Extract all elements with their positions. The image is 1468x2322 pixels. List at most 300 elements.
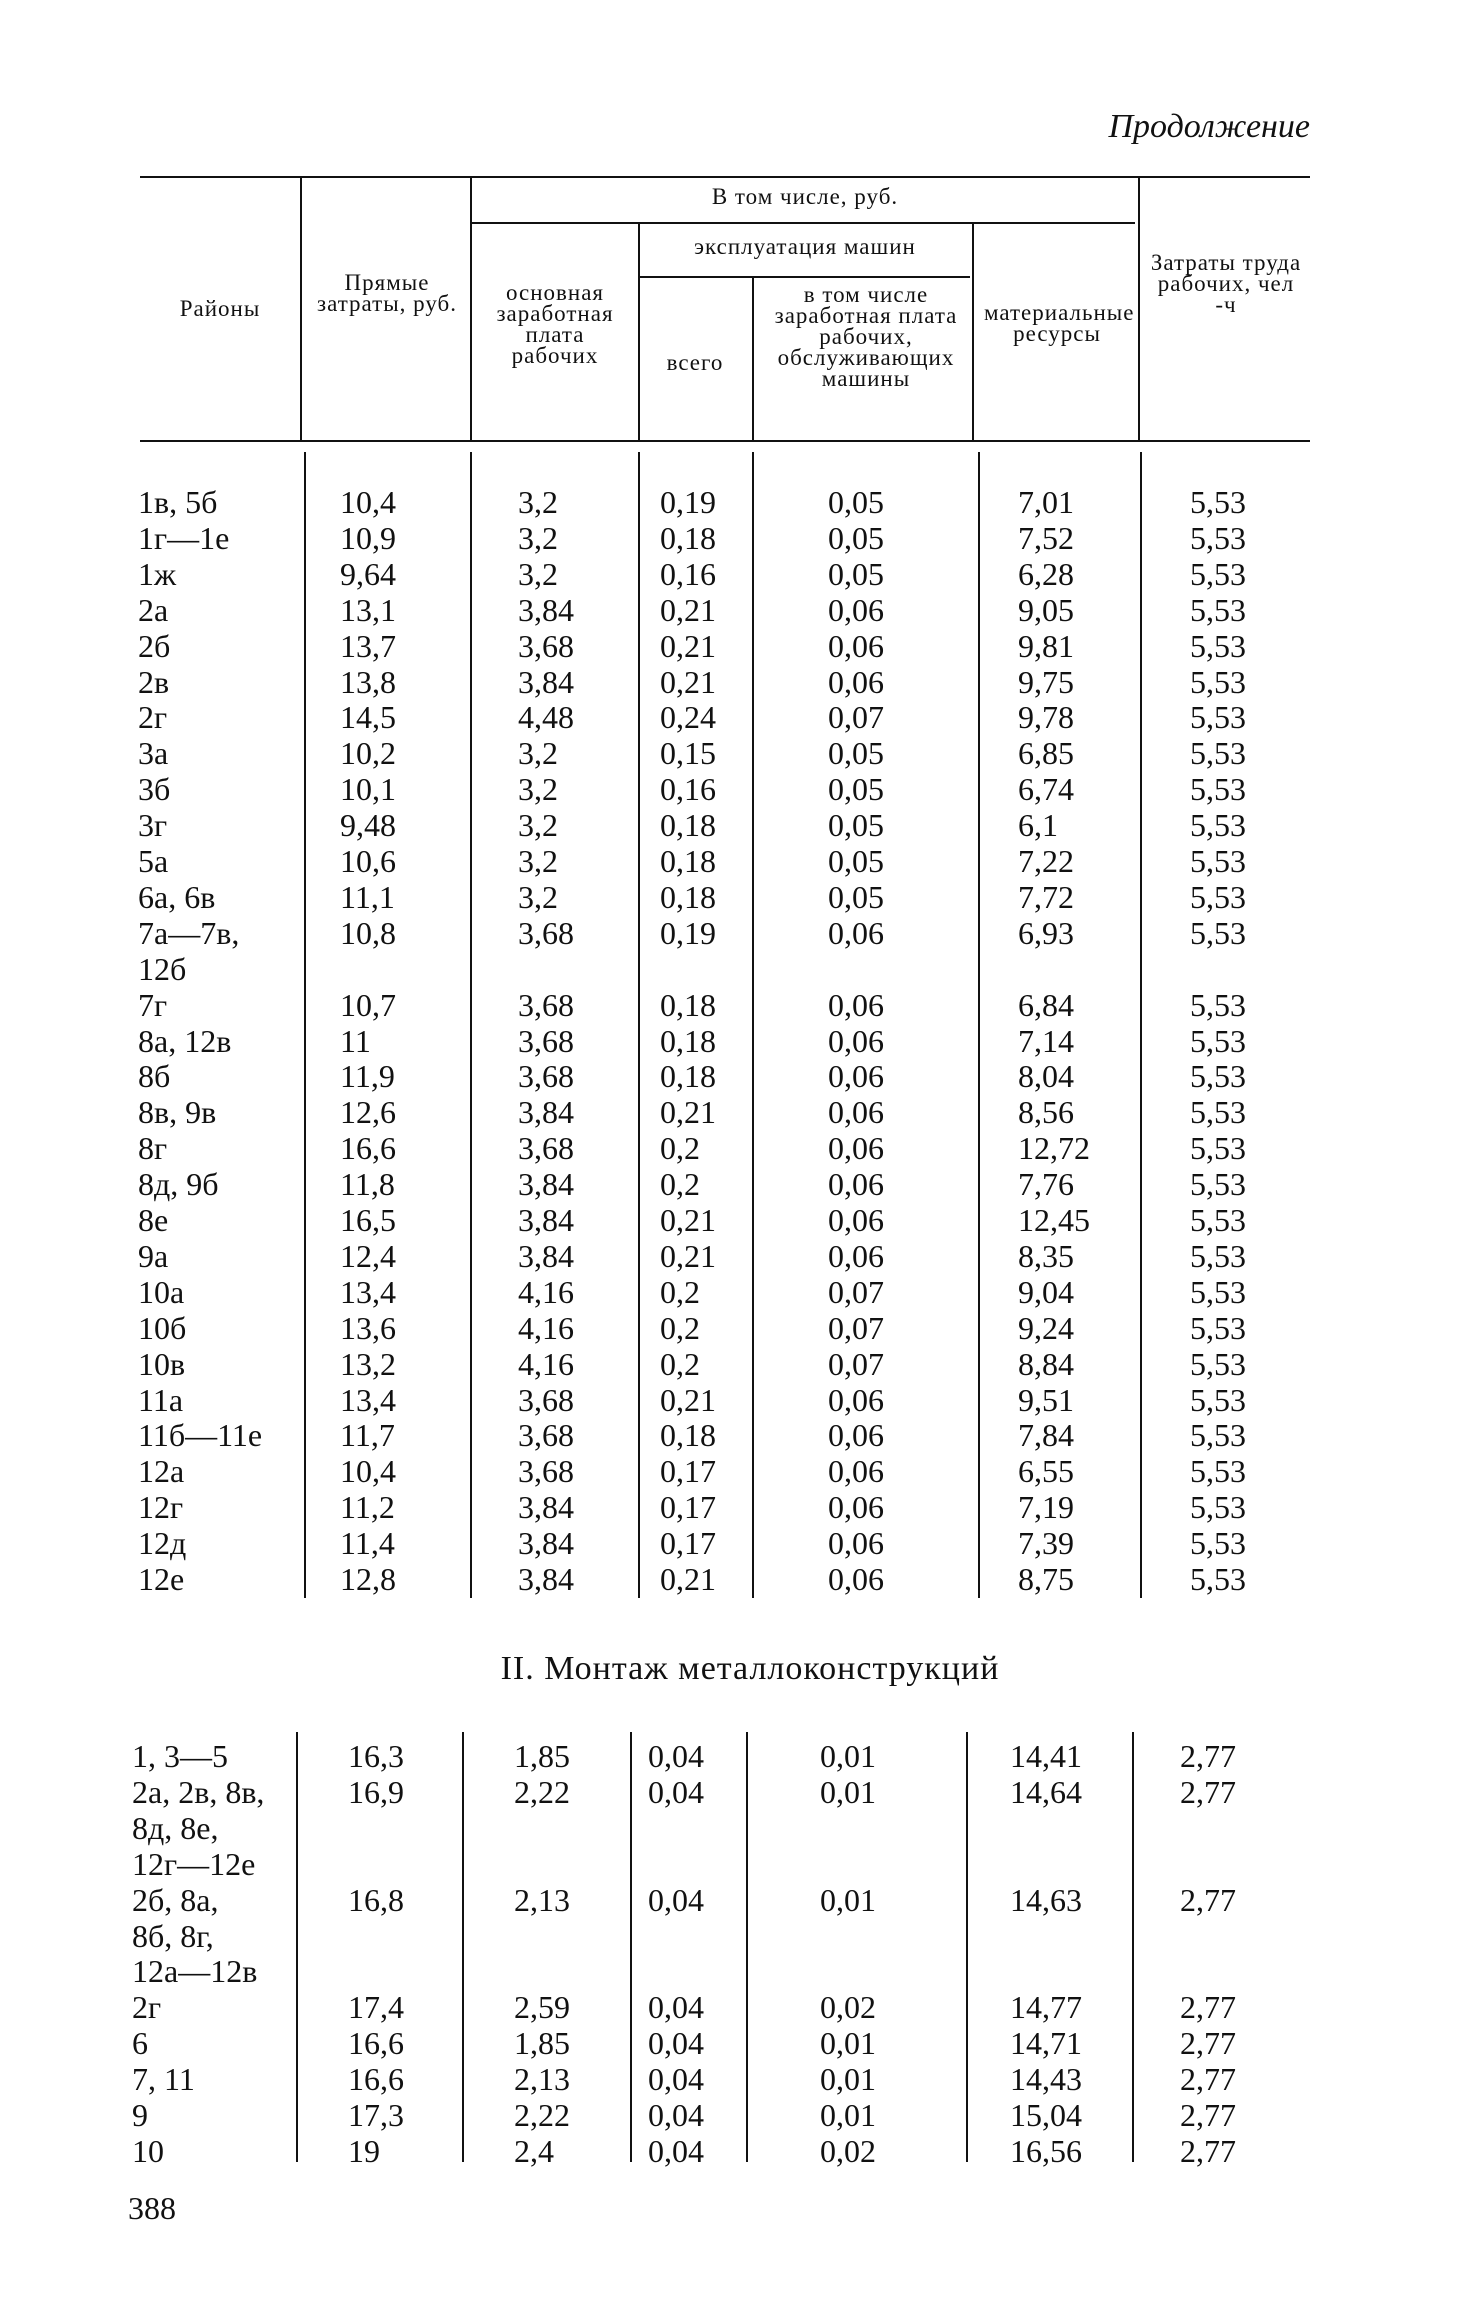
value-cell: 9,51 <box>1018 1381 1074 1418</box>
region-cell: 7г <box>138 986 168 1023</box>
value-cell: 2,77 <box>1180 1738 1236 1774</box>
value-cell: 3,84 <box>518 1237 574 1274</box>
value-cell: 10,8 <box>340 914 396 951</box>
region-cell: 12д <box>138 1525 187 1562</box>
value-cell: 6,74 <box>1018 771 1074 808</box>
table-row <box>0 1417 1468 1453</box>
value-cell: 16,5 <box>340 1202 396 1238</box>
value-cell: 6,93 <box>1018 914 1074 951</box>
value-cell: 0,05 <box>828 807 884 844</box>
region-cell: 9 <box>132 2097 148 2133</box>
value-cell: 0,18 <box>660 1022 716 1059</box>
header-machine-wages: в том числе заработная плата рабочих, обслуживающих машины <box>774 282 958 391</box>
region-cell: 7а—7в, <box>138 914 240 951</box>
table-row <box>0 1561 1468 1597</box>
value-cell: 0,05 <box>828 735 884 772</box>
value-cell: 2,13 <box>514 2061 570 2098</box>
value-cell: 10,4 <box>340 1453 396 1490</box>
value-cell: 13,2 <box>340 1345 396 1382</box>
header-base-wages: основная заработная плата рабочих <box>496 280 614 368</box>
header-divider-3 <box>638 222 640 440</box>
table-row <box>0 1989 1468 2025</box>
value-cell: 0,05 <box>828 484 884 520</box>
value-cell: 3,84 <box>518 1561 574 1597</box>
value-cell: 6,1 <box>1018 807 1058 844</box>
value-cell: 5,53 <box>1190 519 1246 556</box>
header-divider-5 <box>972 222 974 440</box>
region-cell: 2а <box>138 591 169 628</box>
value-cell: 2,77 <box>1180 1881 1236 1918</box>
value-cell: 2,77 <box>1180 1773 1236 1810</box>
value-cell: 12,8 <box>340 1561 396 1597</box>
value-cell: 0,21 <box>660 591 716 628</box>
region-cell: 12г <box>138 1489 184 1526</box>
value-cell: 9,48 <box>340 807 396 844</box>
value-cell: 10,4 <box>340 484 396 520</box>
value-cell: 16,3 <box>348 1738 404 1774</box>
value-cell: 3,68 <box>518 1417 574 1454</box>
value-cell: 12,4 <box>340 1237 396 1274</box>
value-cell: 3,84 <box>518 591 574 628</box>
value-cell: 9,64 <box>340 555 396 592</box>
value-cell: 2,77 <box>1180 2132 1236 2169</box>
value-cell: 0,21 <box>660 1237 716 1274</box>
region-cell: 10а <box>138 1273 185 1310</box>
region-cell: 7, 11 <box>132 2061 195 2098</box>
region-cell: 3а <box>138 735 169 772</box>
value-cell: 0,19 <box>660 914 716 951</box>
value-cell: 10,2 <box>340 735 396 772</box>
value-cell: 5,53 <box>1190 663 1246 700</box>
region-cell: 2а, 2в, 8в, <box>132 1773 265 1810</box>
value-cell: 0,2 <box>660 1309 700 1346</box>
value-cell: 5,53 <box>1190 1058 1246 1095</box>
value-cell: 3,68 <box>518 1381 574 1418</box>
value-cell: 5,53 <box>1190 1237 1246 1274</box>
value-cell: 7,01 <box>1018 484 1074 520</box>
value-cell: 12,6 <box>340 1094 396 1131</box>
table-row <box>0 1846 1468 1882</box>
region-cell: 2б <box>138 627 171 664</box>
page-number: 388 <box>128 2190 176 2226</box>
value-cell: 5,53 <box>1190 1453 1246 1490</box>
region-cell: 1ж <box>138 555 177 592</box>
value-cell: 8,35 <box>1018 1237 1074 1274</box>
region-cell: 12е <box>138 1561 185 1597</box>
table-row <box>0 1058 1468 1094</box>
value-cell: 5,53 <box>1190 1130 1246 1167</box>
value-cell: 5,53 <box>1190 1022 1246 1059</box>
region-cell: 2б, 8а, <box>132 1881 219 1918</box>
value-cell: 5,53 <box>1190 1273 1246 1310</box>
value-cell: 6,84 <box>1018 986 1074 1023</box>
value-cell: 0,06 <box>828 1237 884 1274</box>
value-cell: 14,5 <box>340 699 396 736</box>
region-cell: 8г <box>138 1130 168 1167</box>
value-cell: 2,22 <box>514 2097 570 2133</box>
value-cell: 0,06 <box>828 1417 884 1454</box>
value-cell: 17,4 <box>348 1989 404 2026</box>
value-cell: 13,4 <box>340 1381 396 1418</box>
value-cell: 13,4 <box>340 1273 396 1310</box>
value-cell: 15,04 <box>1010 2097 1082 2133</box>
table-row <box>0 807 1468 843</box>
value-cell: 6,28 <box>1018 555 1074 592</box>
value-cell: 3,84 <box>518 1094 574 1131</box>
region-cell: 11б—11е <box>138 1417 263 1454</box>
table-row <box>0 1094 1468 1130</box>
value-cell: 0,21 <box>660 627 716 664</box>
value-cell: 0,06 <box>828 627 884 664</box>
value-cell: 14,41 <box>1010 1738 1082 1774</box>
region-cell: 8д, 8е, <box>132 1809 219 1846</box>
value-cell: 11,2 <box>340 1489 395 1526</box>
region-cell: 1, 3—5 <box>132 1738 228 1774</box>
value-cell: 0,19 <box>660 484 716 520</box>
region-cell: 5а <box>138 843 169 879</box>
table-row <box>0 1310 1468 1346</box>
value-cell: 9,81 <box>1018 627 1074 664</box>
region-cell: 10в <box>138 1345 186 1382</box>
value-cell: 9,04 <box>1018 1273 1074 1310</box>
value-cell: 0,06 <box>828 663 884 700</box>
value-cell: 4,16 <box>518 1309 574 1346</box>
table-row <box>0 1453 1468 1489</box>
value-cell: 5,53 <box>1190 699 1246 736</box>
table-row <box>0 664 1468 700</box>
header-machine-operation: эксплуатация машин <box>694 234 916 259</box>
value-cell: 0,04 <box>648 1738 704 1774</box>
table-row <box>0 1382 1468 1418</box>
value-cell: 0,06 <box>828 914 884 951</box>
value-cell: 0,2 <box>660 1166 700 1203</box>
table-row <box>0 1238 1468 1274</box>
value-cell: 3,84 <box>518 1489 574 1526</box>
value-cell: 3,2 <box>518 519 558 556</box>
value-cell: 3,2 <box>518 771 558 808</box>
header-including: В том числе, руб. <box>711 184 899 209</box>
value-cell: 16,56 <box>1010 2132 1082 2169</box>
value-cell: 5,53 <box>1190 484 1246 520</box>
value-cell: 5,53 <box>1190 914 1246 951</box>
region-cell: 9а <box>138 1237 169 1274</box>
value-cell: 0,06 <box>828 986 884 1023</box>
including-rule <box>470 222 1135 224</box>
header-total: всего <box>666 350 724 375</box>
value-cell: 5,53 <box>1190 986 1246 1023</box>
value-cell: 0,06 <box>828 1130 884 1167</box>
table-row <box>0 484 1468 520</box>
header-regions: Районы <box>179 296 261 321</box>
table-row <box>0 1738 1468 1774</box>
table-row <box>0 1202 1468 1238</box>
region-cell: 8д, 9б <box>138 1166 219 1203</box>
value-cell: 7,52 <box>1018 519 1074 556</box>
value-cell: 0,06 <box>828 1202 884 1238</box>
region-cell: 3б <box>138 771 171 808</box>
value-cell: 0,18 <box>660 1417 716 1454</box>
value-cell: 0,18 <box>660 878 716 915</box>
table-row <box>0 2025 1468 2061</box>
value-cell: 0,2 <box>660 1130 700 1167</box>
value-cell: 14,43 <box>1010 2061 1082 2098</box>
value-cell: 0,05 <box>828 771 884 808</box>
value-cell: 5,53 <box>1190 1525 1246 1562</box>
table-row <box>0 592 1468 628</box>
value-cell: 13,1 <box>340 591 396 628</box>
value-cell: 0,07 <box>828 699 884 736</box>
table-row <box>0 735 1468 771</box>
region-cell: 11а <box>138 1381 184 1418</box>
region-cell: 12г—12е <box>132 1845 256 1882</box>
value-cell: 5,53 <box>1190 843 1246 879</box>
value-cell: 3,84 <box>518 1166 574 1203</box>
value-cell: 0,04 <box>648 2097 704 2133</box>
region-cell: 1в, 5б <box>138 484 218 520</box>
value-cell: 0,17 <box>660 1489 716 1526</box>
value-cell: 0,04 <box>648 1989 704 2026</box>
header-bottom-rule <box>140 440 1310 442</box>
value-cell: 11,7 <box>340 1417 395 1454</box>
table-row <box>0 1489 1468 1525</box>
section2-title: II. Монтаж металлоконструкций <box>500 1650 1000 1687</box>
value-cell: 0,01 <box>820 1773 876 1810</box>
header-divider-2 <box>470 176 472 440</box>
value-cell: 5,53 <box>1190 1094 1246 1131</box>
value-cell: 4,48 <box>518 699 574 736</box>
value-cell: 0,21 <box>660 1094 716 1131</box>
value-cell: 0,06 <box>828 1489 884 1526</box>
value-cell: 0,2 <box>660 1345 700 1382</box>
value-cell: 0,18 <box>660 807 716 844</box>
value-cell: 5,53 <box>1190 1166 1246 1203</box>
value-cell: 5,53 <box>1190 1381 1246 1418</box>
continuation-label: Продолжение <box>1108 108 1310 145</box>
value-cell: 7,72 <box>1018 878 1074 915</box>
region-cell: 8а, 12в <box>138 1022 232 1059</box>
table-row <box>0 2097 1468 2133</box>
table-row <box>0 1525 1468 1561</box>
value-cell: 3,2 <box>518 735 558 772</box>
table-row <box>0 556 1468 592</box>
value-cell: 0,05 <box>828 519 884 556</box>
value-cell: 2,4 <box>514 2132 554 2169</box>
value-cell: 0,06 <box>828 1022 884 1059</box>
table-row <box>0 1166 1468 1202</box>
value-cell: 0,04 <box>648 1773 704 1810</box>
value-cell: 9,78 <box>1018 699 1074 736</box>
value-cell: 0,07 <box>828 1345 884 1382</box>
region-cell: 12б <box>138 950 187 987</box>
machines-rule <box>638 276 970 278</box>
value-cell: 5,53 <box>1190 735 1246 772</box>
header-top-rule <box>140 176 1310 178</box>
value-cell: 0,06 <box>828 1453 884 1490</box>
value-cell: 0,24 <box>660 699 716 736</box>
value-cell: 0,04 <box>648 1881 704 1918</box>
region-cell: 10 <box>132 2132 164 2169</box>
value-cell: 5,53 <box>1190 555 1246 592</box>
value-cell: 0,18 <box>660 986 716 1023</box>
value-cell: 0,15 <box>660 735 716 772</box>
value-cell: 5,53 <box>1190 1561 1246 1597</box>
value-cell: 0,04 <box>648 2025 704 2062</box>
value-cell: 2,77 <box>1180 2097 1236 2133</box>
value-cell: 16,6 <box>340 1130 396 1167</box>
value-cell: 3,68 <box>518 1022 574 1059</box>
value-cell: 0,06 <box>828 1058 884 1095</box>
value-cell: 0,01 <box>820 2061 876 2098</box>
table-row <box>0 1810 1468 1846</box>
value-cell: 3,84 <box>518 1525 574 1562</box>
value-cell: 13,8 <box>340 663 396 700</box>
value-cell: 0,04 <box>648 2061 704 2098</box>
value-cell: 2,59 <box>514 1989 570 2026</box>
value-cell: 0,06 <box>828 1525 884 1562</box>
region-cell: 1г—1е <box>138 519 230 556</box>
value-cell: 5,53 <box>1190 807 1246 844</box>
region-cell: 8в, 9в <box>138 1094 217 1131</box>
table-row <box>0 1953 1468 1989</box>
table-row <box>0 915 1468 951</box>
table-row <box>0 1918 1468 1954</box>
value-cell: 5,53 <box>1190 771 1246 808</box>
value-cell: 13,7 <box>340 627 396 664</box>
table-row <box>0 1774 1468 1810</box>
value-cell: 4,16 <box>518 1273 574 1310</box>
value-cell: 12,72 <box>1018 1130 1090 1167</box>
value-cell: 3,68 <box>518 1453 574 1490</box>
table-row <box>0 520 1468 556</box>
header-labor: Затраты труда рабочих, чел -ч <box>1150 250 1302 317</box>
value-cell: 11,8 <box>340 1166 395 1203</box>
table-row <box>0 2061 1468 2097</box>
value-cell: 0,21 <box>660 663 716 700</box>
value-cell: 0,2 <box>660 1273 700 1310</box>
value-cell: 0,07 <box>828 1309 884 1346</box>
region-cell: 2г <box>138 699 168 736</box>
region-cell: 10б <box>138 1309 187 1346</box>
value-cell: 5,53 <box>1190 1417 1246 1454</box>
value-cell: 10,7 <box>340 986 396 1023</box>
value-cell: 0,06 <box>828 1561 884 1597</box>
value-cell: 5,53 <box>1190 1489 1246 1526</box>
region-cell: 12а—12в <box>132 1953 258 1990</box>
value-cell: 3,68 <box>518 914 574 951</box>
value-cell: 1,85 <box>514 1738 570 1774</box>
region-cell: 12а <box>138 1453 185 1490</box>
value-cell: 7,84 <box>1018 1417 1074 1454</box>
value-cell: 2,22 <box>514 1773 570 1810</box>
value-cell: 10,6 <box>340 843 396 879</box>
region-cell: 2в <box>138 663 170 700</box>
value-cell: 2,13 <box>514 1881 570 1918</box>
value-cell: 8,75 <box>1018 1561 1074 1597</box>
value-cell: 3,2 <box>518 878 558 915</box>
region-cell: 3г <box>138 807 168 844</box>
region-cell: 8б <box>138 1058 171 1095</box>
value-cell: 14,77 <box>1010 1989 1082 2026</box>
value-cell: 2,77 <box>1180 2025 1236 2062</box>
value-cell: 0,18 <box>660 1058 716 1095</box>
value-cell: 0,01 <box>820 1738 876 1774</box>
value-cell: 0,06 <box>828 1166 884 1203</box>
value-cell: 0,05 <box>828 843 884 879</box>
value-cell: 9,05 <box>1018 591 1074 628</box>
value-cell: 3,84 <box>518 663 574 700</box>
value-cell: 3,2 <box>518 807 558 844</box>
value-cell: 3,68 <box>518 986 574 1023</box>
value-cell: 17,3 <box>348 2097 404 2133</box>
value-cell: 1,85 <box>514 2025 570 2062</box>
table-row <box>0 699 1468 735</box>
table-row <box>0 771 1468 807</box>
region-cell: 8б, 8г, <box>132 1917 214 1954</box>
value-cell: 0,17 <box>660 1453 716 1490</box>
value-cell: 0,21 <box>660 1561 716 1597</box>
region-cell: 8е <box>138 1202 169 1238</box>
value-cell: 3,68 <box>518 1130 574 1167</box>
value-cell: 0,01 <box>820 2025 876 2062</box>
value-cell: 11,9 <box>340 1058 395 1095</box>
header-divider-1 <box>300 176 302 440</box>
value-cell: 16,6 <box>348 2061 404 2098</box>
header-divider-6 <box>1138 176 1140 440</box>
value-cell: 7,76 <box>1018 1166 1074 1203</box>
value-cell: 14,71 <box>1010 2025 1082 2062</box>
region-cell: 6а, 6в <box>138 878 216 915</box>
table-row <box>0 628 1468 664</box>
value-cell: 3,68 <box>518 1058 574 1095</box>
table-row <box>0 843 1468 879</box>
value-cell: 10,9 <box>340 519 396 556</box>
value-cell: 0,06 <box>828 591 884 628</box>
value-cell: 19 <box>348 2132 380 2169</box>
value-cell: 0,06 <box>828 1094 884 1131</box>
value-cell: 3,2 <box>518 555 558 592</box>
value-cell: 0,16 <box>660 555 716 592</box>
header-divider-4 <box>752 276 754 440</box>
header-direct-costs: Прямые затраты, руб. <box>317 270 457 316</box>
table-row <box>0 987 1468 1023</box>
table-row <box>0 1130 1468 1166</box>
table-row <box>0 1274 1468 1310</box>
value-cell: 6,85 <box>1018 735 1074 772</box>
value-cell: 0,18 <box>660 843 716 879</box>
value-cell: 8,04 <box>1018 1058 1074 1095</box>
value-cell: 5,53 <box>1190 591 1246 628</box>
value-cell: 14,64 <box>1010 1773 1082 1810</box>
value-cell: 0,04 <box>648 2132 704 2169</box>
value-cell: 0,21 <box>660 1381 716 1418</box>
table-row <box>0 2133 1468 2169</box>
value-cell: 3,84 <box>518 1202 574 1238</box>
value-cell: 0,02 <box>820 1989 876 2026</box>
value-cell: 0,05 <box>828 878 884 915</box>
value-cell: 5,53 <box>1190 627 1246 664</box>
value-cell: 7,19 <box>1018 1489 1074 1526</box>
table-row <box>0 1023 1468 1059</box>
value-cell: 16,6 <box>348 2025 404 2062</box>
table-row <box>0 1346 1468 1382</box>
value-cell: 9,24 <box>1018 1309 1074 1346</box>
value-cell: 3,68 <box>518 627 574 664</box>
value-cell: 7,22 <box>1018 843 1074 879</box>
value-cell: 0,02 <box>820 2132 876 2169</box>
value-cell: 5,53 <box>1190 1345 1246 1382</box>
value-cell: 9,75 <box>1018 663 1074 700</box>
value-cell: 7,14 <box>1018 1022 1074 1059</box>
